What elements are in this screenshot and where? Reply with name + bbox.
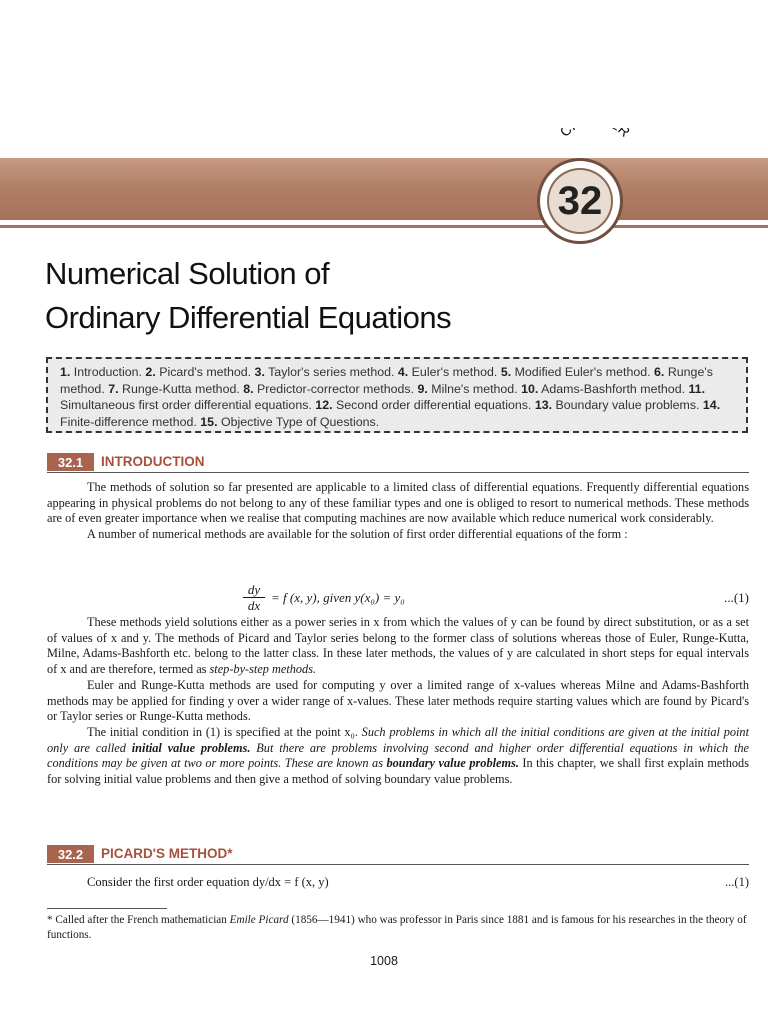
text-run: In this chapter, we shall first explain methods for solving initial value problems and then give a method of solving boundary value problems. [47,756,749,787]
contents-item-title: Picard's method. [155,365,255,379]
intro-text-2 [47,615,749,788]
footnote-rule [47,908,167,909]
equation-number: ...(1) [725,875,749,889]
title-line-1: Numerical Solution of [45,256,330,291]
equation-text: Consider the first order equation dy/dx = f (x, y) [87,875,329,889]
contents-item-number: 12. [315,398,333,413]
contents-item-title: Runge-Kutta method. [118,381,244,396]
fraction-numerator: dy [243,582,265,598]
contents-item-number: 7. [108,381,119,396]
contents-item-title: Second order differential equations. [332,398,535,413]
contents-item-number: 11. [688,381,706,396]
key-term: initial value problems. [131,740,251,755]
fraction-denominator: dx [247,598,261,613]
emphasis: Such problems in which all the initial conditions are given at the initial point only are called [47,724,749,755]
intro-text-1 [47,480,749,543]
contents-item-number: 4. [397,365,409,379]
footnote [47,913,749,943]
text-run: (1856—1941) who was professor in Paris since 1881 and is famous for his researches in the theory of functions. [47,914,747,941]
equation-number: ...(1) [724,590,749,605]
section-title: INTRODUCTION [101,454,205,469]
contents-item-title: Adams-Bashforth method. [538,381,689,396]
contents-item-number: 9. [417,381,428,396]
chapter-title [45,252,745,340]
contents-item-title: Finite-difference method. [60,414,201,429]
contents-item-number: 15. [200,414,218,429]
section-number: 32.2 [47,845,94,863]
contents-item-number: 8. [243,381,254,396]
contents-item-number: 5. [500,365,512,379]
paragraph: Euler and Runge-Kutta methods are used for computing y over a limited range of x-values whereas Milne and Adams-Bashforth methods may be applied for finding y over a wider range of x-values. These later methods require starting values which are found by Picard's or Taylor series or Runge-Kutta methods. [47,677,749,724]
svg-text:CHAPTER [557,128,634,140]
section-heading-introduction [47,453,749,473]
contents-item-number: 13. [534,398,553,413]
chapter-contents [46,357,748,433]
contents-item-title: Objective Type of Questions. [217,414,380,429]
contents-item-number: 10. [521,381,539,396]
chapter-banner [0,158,768,220]
contents-item-number: 3. [254,365,265,379]
contents-item-number: 2. [145,365,156,379]
chapter-number-badge [537,158,623,244]
contents-item-title: Taylor's series method. [264,365,398,379]
contents-item-number: 6. [654,365,665,379]
emphasis: Emile Picard [229,914,289,926]
contents-item-title: Modified Euler's method. [511,365,655,379]
equation-1 [47,582,749,614]
contents-list [48,359,746,430]
contents-item-title: Euler's method. [408,365,501,379]
section-rule [47,864,749,865]
chapter-number: 32 [547,168,613,234]
contents-item-title: Runge's method. [60,365,713,396]
contents-item-title: Milne's method. [427,381,522,396]
paragraph [47,725,749,788]
contents-item-title: Predictor-corrector methods. [253,381,418,396]
key-term: boundary value problems. [386,756,519,771]
paragraph [47,615,749,678]
page-number: 1008 [370,954,398,968]
banner-rule [0,225,768,228]
section-heading-picard [47,845,749,865]
emphasis: step-by-step methods. [209,662,317,677]
contents-item-title: Introduction. [70,365,146,379]
contents-item-title: Simultaneous first order differential equations. [60,398,316,413]
title-line-2: Ordinary Differential Equations [45,300,452,335]
derivative-fraction [243,582,265,613]
chapter-label-text: C R [556,128,634,140]
contents-item-title: Boundary value problems. [552,398,703,413]
emphasis: But there are problems involving second and higher order differential equations in which the conditions may be given at two or more points. These are known as [47,740,749,771]
text-run: * Called after the French mathematician [47,914,230,926]
section-number: 32.1 [47,453,94,471]
paragraph: The methods of solution so far presented are applicable to a limited class of differential equations. Frequently differential equations appearing in physical problems do not belong to any of these familiar types and one is obliged to resort to numerical methods. These methods are of even greater importance when we realise that computing machines are now available which reduce numerical work considerably. [47,480,749,526]
section-title: PICARD'S METHOD* [101,846,233,861]
section-rule [47,472,749,473]
contents-item-number: 14. [702,398,721,413]
chapter-label [549,128,639,158]
equation-rhs: = f (x, y), given y(x₀) = y₀ [271,590,405,605]
text-run: The initial condition in (1) is specified at the point x₀. [87,724,362,739]
text-run: These methods yield solutions either as a power series in x from which the values of y can be found by direct substitution, or as a set of values of x and y. The methods of Picard and Taylor series belong to the former class of solutions whereas those of Euler, Runge-Kutta, Milne, Adams-Bashforth etc. belong to the latter class. In these later methods, the values of y are calculated in short steps for equal intervals of x and are therefore, termed as [47,615,749,677]
contents-item-number: 1. [60,365,71,379]
paragraph: A number of numerical methods are available for the solution of first order differential equations of the form : [87,527,628,542]
